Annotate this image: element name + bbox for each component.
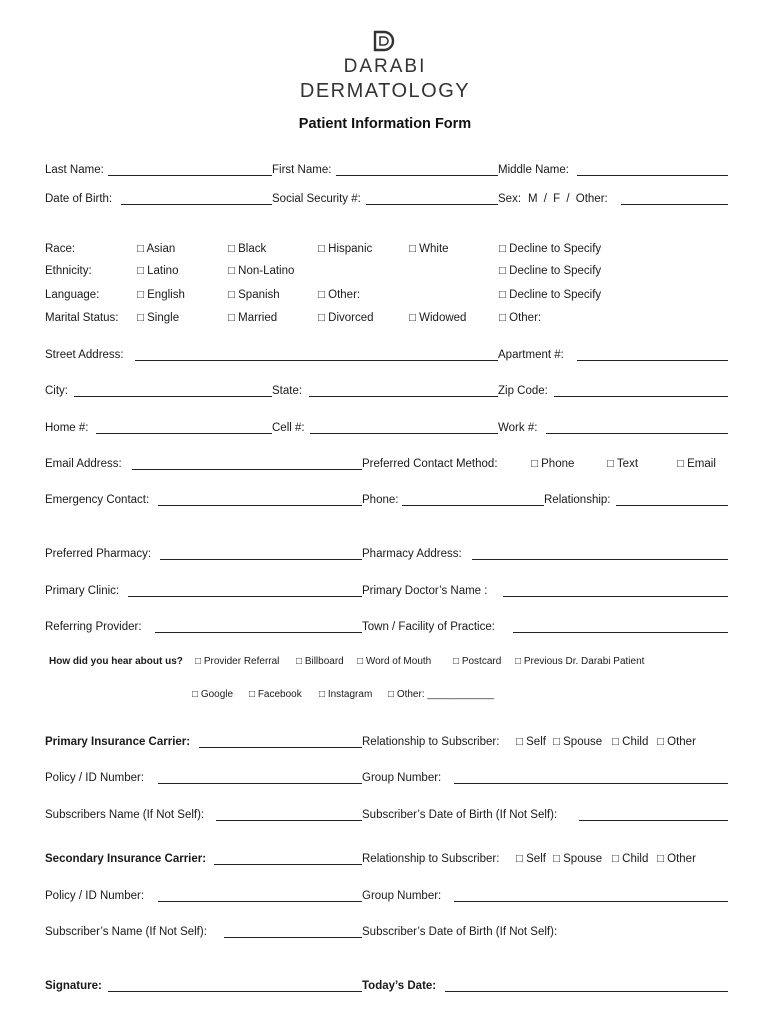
primary-doctor-field[interactable]: [503, 596, 728, 597]
middle-name-label: Middle Name:: [498, 164, 569, 176]
ethnicity-option-latino[interactable]: □ Latino: [137, 265, 179, 277]
contact-option-text[interactable]: □ Text: [607, 458, 639, 470]
last-name-label: Last Name:: [45, 164, 104, 176]
sex-other-field[interactable]: [621, 204, 728, 205]
state-label: State:: [272, 385, 303, 397]
secondary-group-label: Group Number:: [362, 890, 442, 902]
signature-field[interactable]: [108, 991, 362, 992]
primary-doctor-label: Primary Doctor’s Name :: [362, 585, 488, 597]
street-address-field[interactable]: [135, 360, 498, 361]
secondary-relationship-label: Relationship to Subscriber:: [362, 853, 500, 865]
work-phone-field[interactable]: [546, 433, 728, 434]
secondary-subscriber-dob-label: Subscriber’s Date of Birth (If Not Self):: [362, 926, 558, 938]
language-label: Language:: [45, 289, 100, 301]
emergency-phone-field[interactable]: [402, 505, 544, 506]
primary-relationship-child[interactable]: □ Child: [612, 736, 649, 748]
contact-option-phone[interactable]: □ Phone: [531, 458, 575, 470]
city-field[interactable]: [74, 396, 272, 397]
secondary-carrier-field[interactable]: [214, 864, 362, 865]
dob-field[interactable]: [121, 204, 272, 205]
ssn-field[interactable]: [366, 204, 498, 205]
primary-relationship-self[interactable]: □ Self: [516, 736, 546, 748]
town-facility-label: Town / Facility of Practice:: [362, 621, 495, 633]
secondary-group-field[interactable]: [454, 901, 728, 902]
race-option-white[interactable]: □ White: [409, 243, 449, 255]
secondary-relationship-spouse[interactable]: □ Spouse: [553, 853, 603, 865]
emergency-phone-label: Phone:: [362, 494, 399, 506]
primary-clinic-label: Primary Clinic:: [45, 585, 120, 597]
referral-option-instagram[interactable]: □ Instagram: [319, 689, 373, 700]
primary-subscriber-dob-field[interactable]: [579, 820, 728, 821]
pharmacy-label: Preferred Pharmacy:: [45, 548, 152, 560]
secondary-subscriber-name-field[interactable]: [224, 937, 362, 938]
marital-option-divorced[interactable]: □ Divorced: [318, 312, 374, 324]
zip-label: Zip Code:: [498, 385, 548, 397]
secondary-policy-label: Policy / ID Number:: [45, 890, 145, 902]
relationship-field[interactable]: [616, 505, 728, 506]
referral-option-facebook[interactable]: □ Facebook: [249, 689, 302, 700]
apartment-label: Apartment #:: [498, 349, 564, 361]
last-name-field[interactable]: [108, 175, 272, 176]
referral-option-previous-patient[interactable]: □ Previous Dr. Darabi Patient: [515, 656, 645, 667]
pharmacy-address-label: Pharmacy Address:: [362, 548, 462, 560]
primary-policy-label: Policy / ID Number:: [45, 772, 145, 784]
brand-subtitle: DERMATOLOGY: [299, 80, 471, 102]
referral-question: How did you hear about us?: [49, 656, 183, 667]
signature-label: Signature:: [45, 980, 102, 992]
secondary-relationship-child[interactable]: □ Child: [612, 853, 649, 865]
primary-group-label: Group Number:: [362, 772, 442, 784]
sex-options[interactable]: M / F / Other:: [528, 193, 608, 205]
ethnicity-option-non-latino[interactable]: □ Non-Latino: [228, 265, 295, 277]
primary-subscriber-name-field[interactable]: [216, 820, 362, 821]
primary-subscriber-dob-label: Subscriber’s Date of Birth (If Not Self):: [362, 809, 558, 821]
dob-label: Date of Birth:: [45, 193, 113, 205]
todays-date-field[interactable]: [445, 991, 728, 992]
primary-relationship-label: Relationship to Subscriber:: [362, 736, 500, 748]
race-label: Race:: [45, 243, 76, 255]
emergency-contact-field[interactable]: [158, 505, 362, 506]
language-option-decline[interactable]: □ Decline to Specify: [499, 289, 602, 301]
referral-option-other[interactable]: □ Other: ____________: [388, 689, 495, 700]
secondary-relationship-other[interactable]: □ Other: [657, 853, 696, 865]
page-title: Patient Information Form: [298, 116, 472, 132]
secondary-policy-field[interactable]: [158, 901, 362, 902]
sex-label: Sex:: [498, 193, 522, 205]
language-option-english[interactable]: □ English: [137, 289, 185, 301]
primary-group-field[interactable]: [454, 783, 728, 784]
race-option-asian[interactable]: □ Asian: [137, 243, 176, 255]
referring-provider-field[interactable]: [155, 632, 362, 633]
relationship-label: Relationship:: [544, 494, 611, 506]
cell-phone-label: Cell #:: [272, 422, 305, 434]
marital-option-other[interactable]: □ Other:: [499, 312, 542, 324]
first-name-label: First Name:: [272, 164, 332, 176]
marital-option-widowed[interactable]: □ Widowed: [409, 312, 467, 324]
marital-option-married[interactable]: □ Married: [228, 312, 278, 324]
referral-option-word-of-mouth[interactable]: □ Word of Mouth: [357, 656, 432, 667]
middle-name-field[interactable]: [577, 175, 728, 176]
primary-clinic-field[interactable]: [128, 596, 362, 597]
home-phone-label: Home #:: [45, 422, 89, 434]
language-option-spanish[interactable]: □ Spanish: [228, 289, 280, 301]
secondary-relationship-self[interactable]: □ Self: [516, 853, 546, 865]
race-option-hispanic[interactable]: □ Hispanic: [318, 243, 373, 255]
apartment-field[interactable]: [577, 360, 728, 361]
primary-carrier-field[interactable]: [199, 747, 362, 748]
city-label: City:: [45, 385, 68, 397]
zip-field[interactable]: [554, 396, 728, 397]
marital-label: Marital Status:: [45, 312, 119, 324]
primary-relationship-spouse[interactable]: □ Spouse: [553, 736, 603, 748]
ethnicity-label: Ethnicity:: [45, 265, 92, 277]
first-name-field[interactable]: [336, 175, 498, 176]
brand-name: DARABI: [343, 56, 427, 77]
email-field[interactable]: [132, 469, 362, 470]
home-phone-field[interactable]: [96, 433, 272, 434]
contact-option-email[interactable]: □ Email: [677, 458, 716, 470]
ssn-label: Social Security #:: [272, 193, 361, 205]
referral-option-provider[interactable]: □ Provider Referral: [195, 656, 280, 667]
cell-phone-field[interactable]: [310, 433, 498, 434]
marital-option-single[interactable]: □ Single: [137, 312, 180, 324]
secondary-carrier-label: Secondary Insurance Carrier:: [45, 853, 207, 865]
secondary-subscriber-name-label: Subscriber’s Name (If Not Self):: [45, 926, 207, 938]
darabi-logo-icon: [373, 30, 397, 52]
primary-relationship-other[interactable]: □ Other: [657, 736, 696, 748]
language-option-other[interactable]: □ Other:: [318, 289, 361, 301]
town-facility-field[interactable]: [513, 632, 728, 633]
referral-option-billboard[interactable]: □ Billboard: [296, 656, 344, 667]
pharmacy-address-field[interactable]: [472, 559, 728, 560]
primary-policy-field[interactable]: [158, 783, 362, 784]
state-field[interactable]: [309, 396, 498, 397]
race-option-black[interactable]: □ Black: [228, 243, 267, 255]
work-phone-label: Work #:: [498, 422, 538, 434]
street-address-label: Street Address:: [45, 349, 124, 361]
contact-method-label: Preferred Contact Method:: [362, 458, 498, 470]
pharmacy-field[interactable]: [160, 559, 362, 560]
emergency-contact-label: Emergency Contact:: [45, 494, 150, 506]
referral-option-postcard[interactable]: □ Postcard: [453, 656, 502, 667]
referral-option-google[interactable]: □ Google: [192, 689, 234, 700]
referring-provider-label: Referring Provider:: [45, 621, 142, 633]
todays-date-label: Today’s Date:: [362, 980, 437, 992]
race-option-decline[interactable]: □ Decline to Specify: [499, 243, 602, 255]
ethnicity-option-decline[interactable]: □ Decline to Specify: [499, 265, 602, 277]
primary-carrier-label: Primary Insurance Carrier:: [45, 736, 191, 748]
email-label: Email Address:: [45, 458, 122, 470]
primary-subscriber-name-label: Subscribers Name (If Not Self):: [45, 809, 205, 821]
